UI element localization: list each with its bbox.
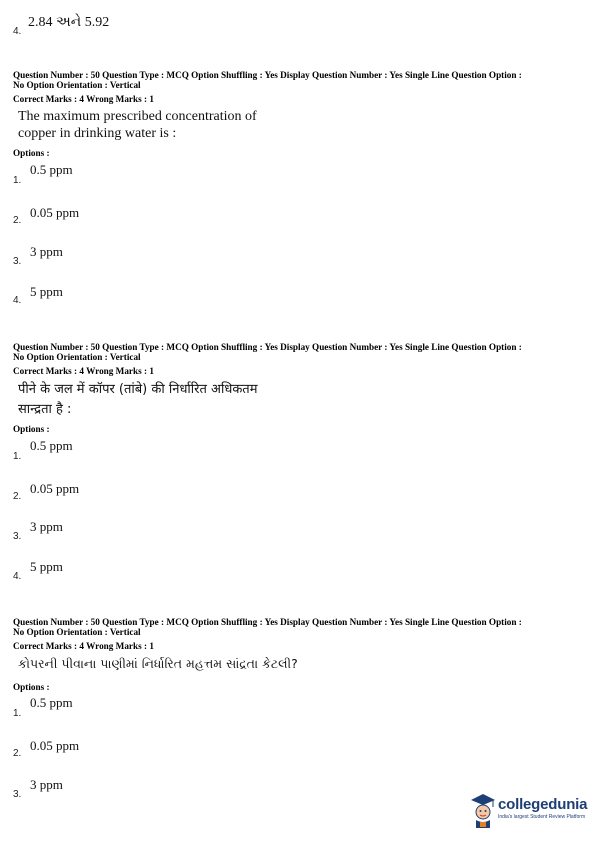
- question-meta-cont: No Option Orientation : Vertical: [13, 352, 141, 362]
- option-text: 0.5 ppm: [30, 162, 73, 177]
- options-label: Options :: [13, 424, 50, 434]
- logo-wordmark: collegedunia: [498, 796, 588, 813]
- option-text: 3 ppm: [30, 519, 63, 534]
- option-number: 3.: [13, 256, 22, 267]
- option-text: 0.05 ppm: [30, 481, 80, 496]
- question-meta: Question Number : 50 Question Type : MCQ Option Shuffling : Yes Display Question Number : Yes Single Line Question Option :: [13, 342, 522, 352]
- option-number: 2.: [13, 491, 22, 502]
- options-label: Options :: [13, 682, 50, 692]
- question-meta: Question Number : 50 Question Type : MCQ Option Shuffling : Yes Display Question Number : Yes Single Line Question Option :: [13, 70, 522, 80]
- question-marks: Correct Marks : 4 Wrong Marks : 1: [13, 641, 154, 651]
- logo-tagline: India's largest Student Review Platform: [498, 814, 586, 820]
- question-text-line1: કોપરની પીવાના પાણીમાં નિર્ધારિત મહત્તમ સાંદ્રતા કેટલી?: [18, 656, 298, 671]
- question-meta-cont: No Option Orientation : Vertical: [13, 80, 141, 90]
- option-number: 1.: [13, 175, 22, 186]
- question-text-line1: पीने के जल में कॉपर (तांबे) की निर्धारित अधिकतम: [18, 382, 258, 397]
- option-text: 3 ppm: [30, 244, 63, 259]
- option-text: 0.05 ppm: [30, 738, 80, 753]
- question-text-line2: सान्द्रता है :: [18, 402, 72, 417]
- question-meta: Question Number : 50 Question Type : MCQ Option Shuffling : Yes Display Question Number : Yes Single Line Question Option :: [13, 617, 522, 627]
- question-meta-cont: No Option Orientation : Vertical: [13, 627, 141, 637]
- graduate-mascot-icon: [468, 792, 498, 828]
- question-text-line2: copper in drinking water is :: [18, 126, 177, 141]
- option-number: 1.: [13, 708, 22, 719]
- option-number: 4.: [13, 295, 22, 306]
- option-text: 0.05 ppm: [30, 205, 80, 220]
- option-number: 2.: [13, 215, 22, 226]
- option-number: 3.: [13, 789, 22, 800]
- option-text: 2.84 અને 5.92: [28, 15, 110, 30]
- question-marks: Correct Marks : 4 Wrong Marks : 1: [13, 94, 154, 104]
- question-marks: Correct Marks : 4 Wrong Marks : 1: [13, 366, 154, 376]
- options-label: Options :: [13, 148, 50, 158]
- option-number: 4.: [13, 571, 22, 582]
- option-number: 1.: [13, 451, 22, 462]
- option-text: 5 ppm: [30, 284, 63, 299]
- option-text: 3 ppm: [30, 777, 63, 792]
- option-number: 4.: [13, 26, 22, 37]
- option-text: 0.5 ppm: [30, 438, 73, 453]
- collegedunia-logo: [468, 792, 592, 832]
- option-text: 0.5 ppm: [30, 695, 73, 710]
- question-text-line1: The maximum prescribed concentration of: [18, 109, 257, 124]
- option-number: 3.: [13, 531, 22, 542]
- option-number: 2.: [13, 748, 22, 759]
- option-text: 5 ppm: [30, 559, 63, 574]
